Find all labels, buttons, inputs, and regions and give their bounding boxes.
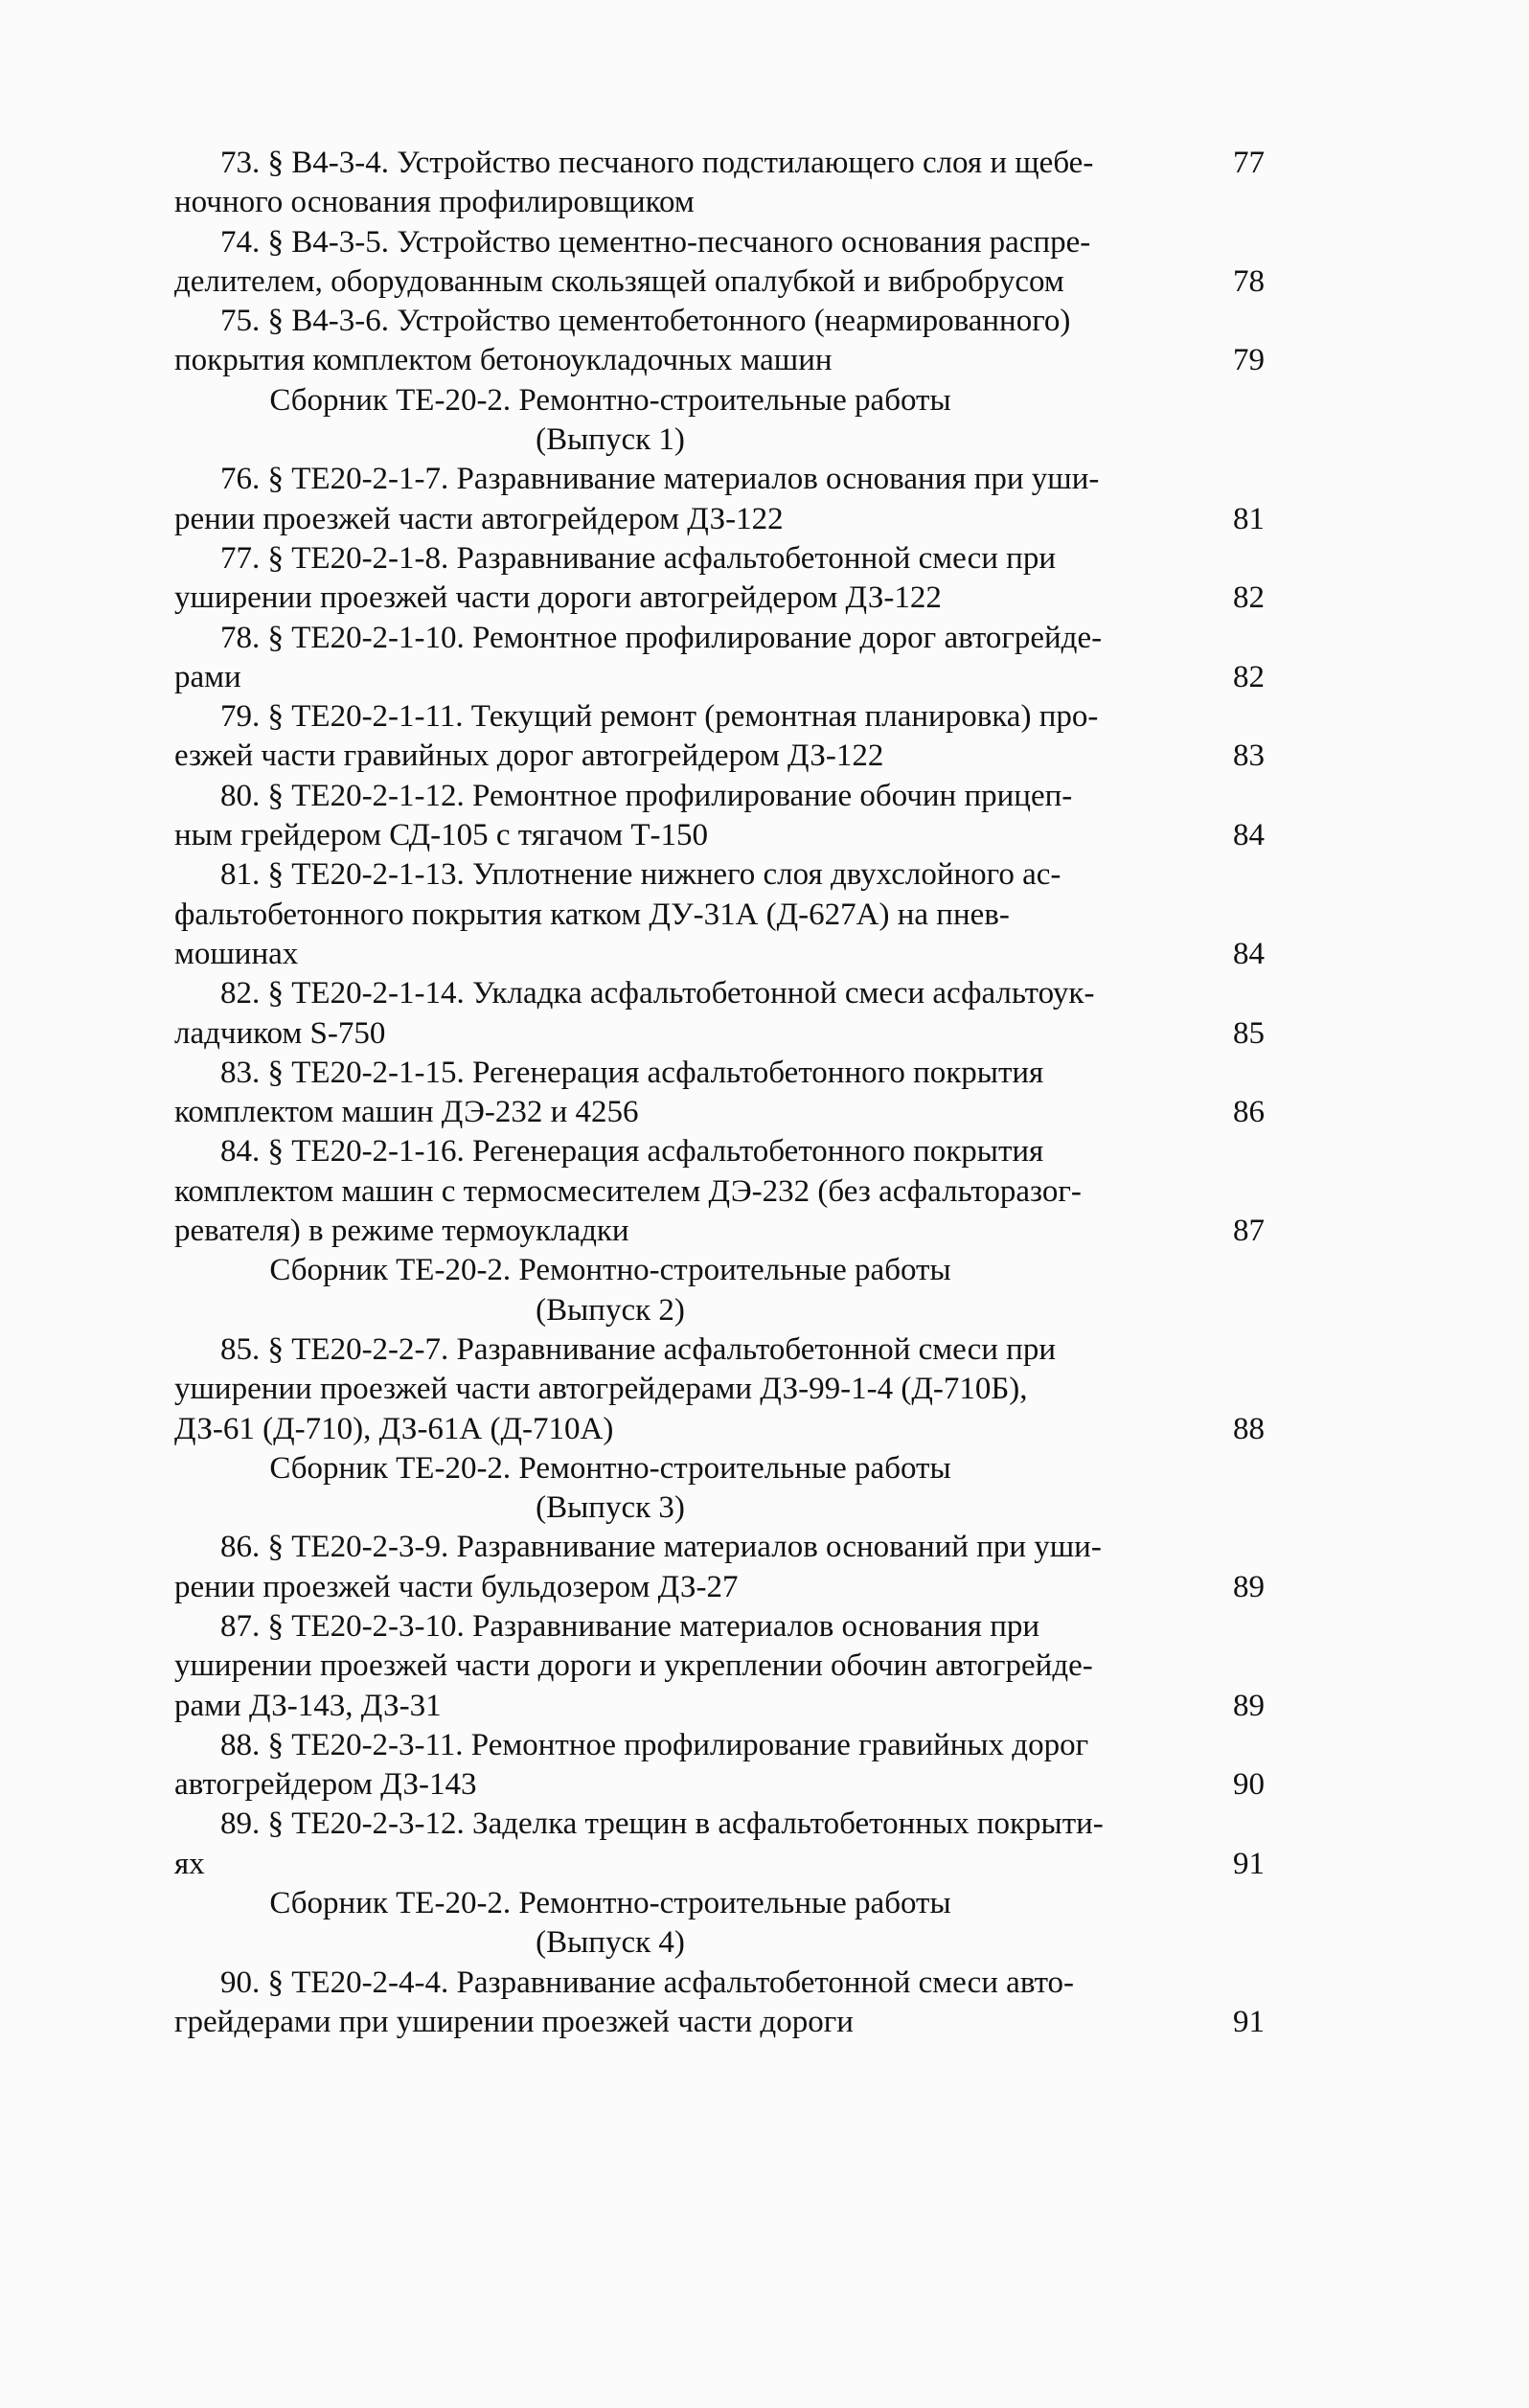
section-heading [174, 1449, 1265, 1529]
page-number: 83 [1233, 738, 1265, 774]
entry-text: 83. § ТЕ20-2-1-15. Регенерация асфальтобетонного покрытия [220, 1055, 1044, 1090]
entry-text: 76. § ТЕ20-2-1-7. Разравнивание материалов основания при уши- [220, 462, 1100, 497]
page-number: 89 [1233, 1569, 1265, 1604]
entry-line [174, 1132, 1265, 1171]
entry-text: автогрейдером ДЗ-143 [174, 1767, 477, 1803]
entry-text: уширении проезжей части автогрейдерами ДЗ-99-1-4 (Д-710Б), [174, 1372, 1028, 1407]
entry-line [174, 1687, 1265, 1726]
toc-entry [174, 1607, 1265, 1726]
toc-entry [174, 1726, 1265, 1806]
toc-entry [174, 1132, 1265, 1251]
entry-text: 88. § ТЕ20-2-3-11. Ремонтное профилирование гравийных дорог [220, 1727, 1089, 1762]
toc-entry [174, 144, 1265, 223]
entry-line [174, 1410, 1265, 1449]
entry-text: комплектом машин ДЭ-232 и 4256 [174, 1095, 639, 1130]
entry-line [174, 1765, 1265, 1805]
entry-text: 79. § ТЕ20-2-1-11. Текущий ремонт (ремонтная планировка) про- [220, 699, 1099, 735]
page-number: 89 [1233, 1688, 1265, 1723]
entry-text: уширении проезжей части дороги автогрейдером ДЗ-122 [174, 580, 942, 616]
page-number: 91 [1233, 1846, 1265, 1881]
entry-line [174, 302, 1265, 341]
entry-text: 82. § ТЕ20-2-1-14. Укладка асфальтобетонной смеси асфальтоук- [220, 976, 1095, 1011]
entry-text: грейдерами при уширении проезжей части дороги [174, 2004, 854, 2039]
entry-text: 84. § ТЕ20-2-1-16. Регенерация асфальтобетонного покрытия [220, 1134, 1044, 1170]
page-number: 87 [1233, 1214, 1265, 1249]
entry-text: ревателя) в режиме термоукладки [174, 1214, 629, 1249]
entry-text: комплектом машин с термосмесителем ДЭ-232 (без асфальторазог- [174, 1173, 1082, 1209]
page-number: 79 [1233, 343, 1265, 378]
heading-line [174, 1488, 1046, 1528]
entry-line [174, 2003, 1265, 2042]
entry-line [174, 539, 1265, 579]
entry-line [174, 777, 1265, 816]
heading-text: (Выпуск 1) [536, 422, 685, 458]
page-number: 81 [1233, 501, 1265, 536]
entry-text: 75. § В4-3-6. Устройство цементобетонного (неармированного) [220, 304, 1071, 339]
heading-text: Сборник ТЕ-20-2. Ремонтно-строительные работы [269, 1253, 951, 1288]
entry-line [174, 1607, 1265, 1647]
entry-line [174, 619, 1265, 658]
heading-text: (Выпуск 2) [536, 1292, 685, 1328]
entry-text: делителем, оборудованным скользящей опалубкой и вибробрусом [174, 263, 1064, 299]
entry-line [174, 1528, 1265, 1567]
page-number: 82 [1233, 659, 1265, 694]
heading-line [174, 1884, 1046, 1923]
entry-line [174, 1212, 1265, 1251]
entry-line [174, 1172, 1265, 1212]
entry-text: ночного основания профилировщиком [174, 185, 695, 220]
entry-text: рами ДЗ-143, ДЗ-31 [174, 1688, 442, 1723]
entry-line [174, 935, 1265, 974]
entry-line [174, 1568, 1265, 1607]
toc-entry [174, 619, 1265, 698]
entry-line [174, 144, 1265, 183]
entry-line [174, 974, 1265, 1013]
entry-line [174, 183, 1265, 222]
entry-line [174, 816, 1265, 855]
entry-line [174, 855, 1265, 895]
entry-text: ях [174, 1846, 205, 1881]
entry-line [174, 1964, 1265, 2003]
entry-line [174, 460, 1265, 499]
page-number: 82 [1233, 580, 1265, 616]
page-number: 90 [1233, 1767, 1265, 1803]
entry-line [174, 341, 1265, 380]
section-heading [174, 1251, 1265, 1330]
section-heading [174, 1884, 1265, 1964]
entry-text: мошинах [174, 936, 299, 971]
page-number: 84 [1233, 818, 1265, 853]
entry-line [174, 1805, 1265, 1844]
entry-text: ным грейдером СД-105 с тягачом Т-150 [174, 818, 709, 853]
toc-entry [174, 1054, 1265, 1133]
entry-text: фальтобетонного покрытия катком ДУ-31А (Д-627А) на пнев- [174, 897, 1010, 932]
entry-text: 73. § В4-3-4. Устройство песчаного подстилающего слоя и щебе- [220, 146, 1094, 180]
entry-text: уширении проезжей части дороги и укреплении обочин автогрейде- [174, 1648, 1093, 1684]
entry-text: рении проезжей части автогрейдером ДЗ-122 [174, 501, 784, 536]
entry-line [174, 896, 1265, 935]
page-number: 78 [1233, 263, 1265, 299]
entry-line [174, 262, 1265, 302]
entry-text: езжей части гравийных дорог автогрейдером ДЗ-122 [174, 738, 884, 774]
toc-entry [174, 1805, 1265, 1884]
toc-entry [174, 855, 1265, 974]
page-number: 86 [1233, 1095, 1265, 1130]
toc-entry [174, 974, 1265, 1054]
toc-entry [174, 539, 1265, 619]
heading-line [174, 1923, 1046, 1963]
entry-text: 80. § ТЕ20-2-1-12. Ремонтное профилирование обочин прицеп- [220, 778, 1073, 813]
entry-line [174, 1370, 1265, 1409]
entry-text: ладчиком S-750 [174, 1015, 386, 1051]
heading-text: (Выпуск 4) [536, 1925, 685, 1961]
entry-text: 86. § ТЕ20-2-3-9. Разравнивание материалов оснований при уши- [220, 1530, 1102, 1565]
page-number: 85 [1233, 1015, 1265, 1051]
table-of-contents [174, 144, 1265, 2042]
entry-line [174, 1054, 1265, 1093]
entry-line [174, 697, 1265, 737]
entry-text: 74. § В4-3-5. Устройство цементно-песчаного основания распре- [220, 224, 1091, 260]
entry-line [174, 579, 1265, 618]
entry-text: 89. § ТЕ20-2-3-12. Заделка трещин в асфальтобетонных покрыти- [220, 1806, 1104, 1842]
page-number: 84 [1233, 936, 1265, 971]
entry-text: покрытия комплектом бетоноукладочных машин [174, 343, 833, 378]
heading-line [174, 1291, 1046, 1330]
toc-entry [174, 777, 1265, 856]
section-heading [174, 381, 1265, 461]
entry-line [174, 1330, 1265, 1370]
toc-entry [174, 223, 1265, 303]
entry-line [174, 500, 1265, 539]
heading-line [174, 1449, 1046, 1488]
heading-text: Сборник ТЕ-20-2. Ремонтно-строительные работы [269, 1450, 951, 1486]
toc-entry [174, 1330, 1265, 1449]
entry-text: рении проезжей части бульдозером ДЗ-27 [174, 1569, 739, 1604]
entry-line [174, 1726, 1265, 1765]
heading-line [174, 1251, 1046, 1290]
page-number: 77 [1233, 146, 1265, 180]
entry-line [174, 1845, 1265, 1884]
entry-text: рами [174, 659, 241, 694]
page-number: 88 [1233, 1411, 1265, 1446]
entry-line [174, 1647, 1265, 1686]
heading-line [174, 381, 1046, 420]
toc-entry [174, 1528, 1265, 1607]
entry-text: 78. § ТЕ20-2-1-10. Ремонтное профилирование дорог автогрейде- [220, 620, 1103, 655]
toc-entry [174, 302, 1265, 381]
heading-text: Сборник ТЕ-20-2. Ремонтно-строительные работы [269, 1886, 951, 1921]
entry-line [174, 223, 1265, 262]
heading-text: Сборник ТЕ-20-2. Ремонтно-строительные работы [269, 382, 951, 418]
entry-text: 81. § ТЕ20-2-1-13. Уплотнение нижнего слоя двухслойного ас- [220, 857, 1061, 893]
toc-entry [174, 1964, 1265, 2043]
entry-line [174, 737, 1265, 776]
entry-text: 87. § ТЕ20-2-3-10. Разравнивание материалов основания при [220, 1608, 1040, 1644]
entry-text: 90. § ТЕ20-2-4-4. Разравнивание асфальтобетонной смеси авто- [220, 1965, 1075, 2000]
entry-text: ДЗ-61 (Д-710), ДЗ-61А (Д-710А) [174, 1411, 614, 1446]
heading-text: (Выпуск 3) [536, 1490, 685, 1526]
entry-line [174, 658, 1265, 697]
entry-line [174, 1093, 1265, 1132]
entry-text: 77. § ТЕ20-2-1-8. Разравнивание асфальтобетонной смеси при [220, 540, 1056, 576]
page-number: 91 [1233, 2004, 1265, 2039]
heading-line [174, 420, 1046, 460]
entry-line [174, 1014, 1265, 1054]
toc-entry [174, 460, 1265, 539]
toc-entry [174, 697, 1265, 777]
entry-text: 85. § ТЕ20-2-2-7. Разравнивание асфальтобетонной смеси при [220, 1331, 1056, 1367]
